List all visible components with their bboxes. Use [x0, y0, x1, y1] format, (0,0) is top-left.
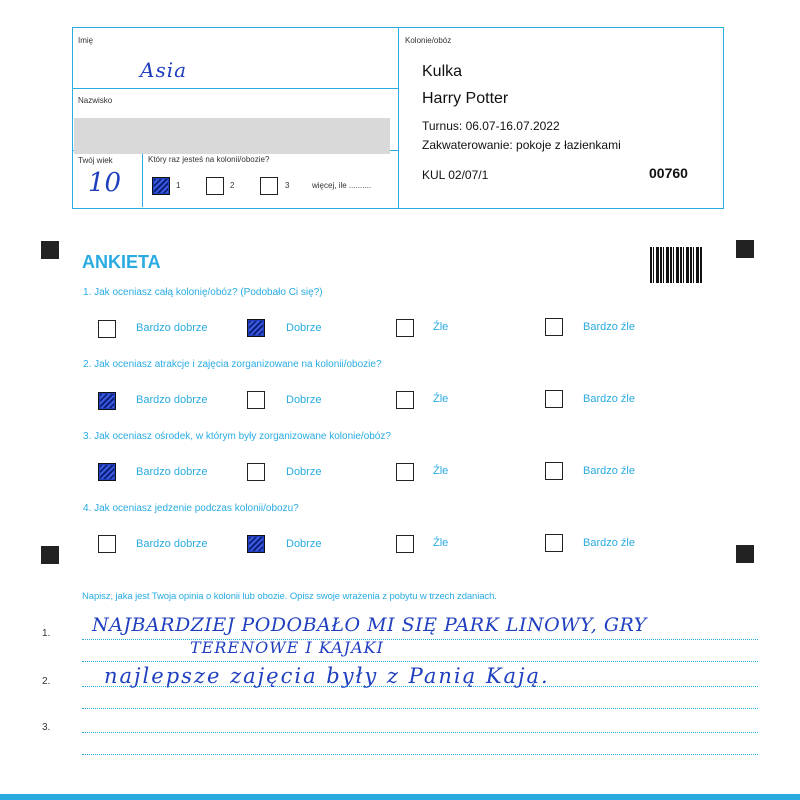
wiek-value: 10: [88, 168, 122, 198]
registration-mark-mid-left: [41, 546, 59, 564]
opinion-answer-line-1b[interactable]: TERENOWE I KAJAKI: [190, 638, 384, 657]
line-number-3: 3.: [42, 722, 51, 733]
bottom-accent-bar: [0, 794, 800, 800]
header-line-3: [142, 150, 143, 207]
ktory-raz-checkbox-1[interactable]: [152, 177, 170, 195]
opinion-line-2b: [82, 708, 758, 709]
opinion-answer-line-2[interactable]: najlepsze zajęcia były z Panią Kają.: [104, 664, 550, 688]
line-number-1: 1.: [42, 628, 51, 639]
question-1: 1. Jak oceniasz całą kolonię/obóz? (Podobało Ci się?): [83, 287, 323, 298]
question-3: 3. Jak oceniasz ośrodek, w którym były zorganizowane kolonie/obóz?: [83, 431, 391, 442]
kolonie-name: Kulka: [422, 63, 463, 80]
q1-option-bardzo-zle: Bardzo źle: [583, 321, 635, 333]
q3-option-zle: Źle: [433, 465, 449, 477]
q4-checkbox-zle[interactable]: [396, 535, 414, 553]
q1-checkbox-dobrze[interactable]: [247, 319, 265, 337]
registration-mark-top-left: [41, 241, 59, 259]
kolonie-code: KUL 02/07/1: [422, 168, 489, 182]
q4-checkbox-bardzo-zle[interactable]: [545, 534, 563, 552]
q1-option-dobrze: Dobrze: [286, 322, 322, 334]
nazwisko-redaction: [74, 118, 390, 154]
question-2: 2. Jak oceniasz atrakcje i zajęcia zorganizowane na kolonii/obozie?: [83, 359, 382, 370]
nazwisko-label: Nazwisko: [78, 96, 113, 105]
form-number: 00760: [649, 165, 688, 181]
q3-checkbox-zle[interactable]: [396, 463, 414, 481]
q3-option-bardzo-zle: Bardzo źle: [583, 465, 635, 477]
opinion-line-1a: [82, 639, 758, 640]
imie-value: Asia: [140, 58, 188, 82]
ktory-raz-option-2: 2: [230, 181, 235, 190]
opinion-answer-line-3[interactable]: [104, 716, 704, 740]
q2-option-zle: Źle: [433, 393, 449, 405]
imie-label: Imię: [78, 36, 94, 45]
q4-option-zle: Źle: [433, 537, 449, 549]
ktory-raz-checkbox-3[interactable]: [260, 177, 278, 195]
q1-checkbox-bardzo-zle[interactable]: [545, 318, 563, 336]
ktory-raz-option-1: 1: [176, 181, 181, 190]
ankieta-title: ANKIETA: [82, 252, 161, 272]
opinion-line-1b: [82, 661, 758, 662]
q1-checkbox-bardzo-dobrze[interactable]: [98, 320, 116, 338]
ktory-raz-checkbox-2[interactable]: [206, 177, 224, 195]
turnus: Turnus: 06.07-16.07.2022: [422, 119, 560, 133]
ktory-raz-option-3: 3: [285, 181, 290, 190]
opinion-answer-line-1[interactable]: NAJBARDZIEJ PODOBAŁO MI SIĘ PARK LINOWY, GRY: [92, 614, 647, 636]
q3-option-bardzo-dobrze: Bardzo dobrze: [136, 466, 208, 478]
q2-option-dobrze: Dobrze: [286, 394, 322, 406]
kolonie-theme: Harry Potter: [422, 90, 509, 107]
q2-checkbox-dobrze[interactable]: [247, 391, 265, 409]
line-number-2: 2.: [42, 676, 51, 687]
q4-option-bardzo-dobrze: Bardzo dobrze: [136, 538, 208, 550]
q3-checkbox-dobrze[interactable]: [247, 463, 265, 481]
opinion-prompt: Napisz, jaka jest Twoja opinia o kolonii lub obozie. Opisz swoje wrażenia z pobytu w trzech zdaniach.: [82, 591, 497, 602]
q4-option-bardzo-zle: Bardzo źle: [583, 537, 635, 549]
question-4: 4. Jak oceniasz jedzenie podczas kolonii/obozu?: [83, 503, 299, 514]
barcode: [650, 247, 702, 283]
zakwaterowanie: Zakwaterowanie: pokoje z łazienkami: [422, 138, 621, 152]
registration-mark-top-right: [736, 240, 754, 258]
wiecej-label: więcej, ile ..........: [312, 181, 372, 190]
header-divider: [398, 27, 399, 208]
q3-checkbox-bardzo-dobrze[interactable]: [98, 463, 116, 481]
q4-checkbox-dobrze[interactable]: [247, 535, 265, 553]
q1-option-bardzo-dobrze: Bardzo dobrze: [136, 322, 208, 334]
q3-option-dobrze: Dobrze: [286, 466, 322, 478]
registration-mark-mid-right: [736, 545, 754, 563]
q2-option-bardzo-zle: Bardzo źle: [583, 393, 635, 405]
q2-option-bardzo-dobrze: Bardzo dobrze: [136, 394, 208, 406]
header-line-1: [72, 88, 398, 89]
q1-checkbox-zle[interactable]: [396, 319, 414, 337]
ktory-raz-label: Który raz jesteś na kolonii/obozie?: [148, 155, 270, 164]
q1-option-zle: Źle: [433, 321, 449, 333]
q4-option-dobrze: Dobrze: [286, 538, 322, 550]
q3-checkbox-bardzo-zle[interactable]: [545, 462, 563, 480]
q2-checkbox-bardzo-dobrze[interactable]: [98, 392, 116, 410]
kolonie-label: Kolonie/obóz: [405, 36, 452, 45]
q2-checkbox-zle[interactable]: [396, 391, 414, 409]
opinion-line-3b: [82, 754, 758, 755]
wiek-label: Twój wiek: [78, 156, 113, 165]
q4-checkbox-bardzo-dobrze[interactable]: [98, 535, 116, 553]
q2-checkbox-bardzo-zle[interactable]: [545, 390, 563, 408]
